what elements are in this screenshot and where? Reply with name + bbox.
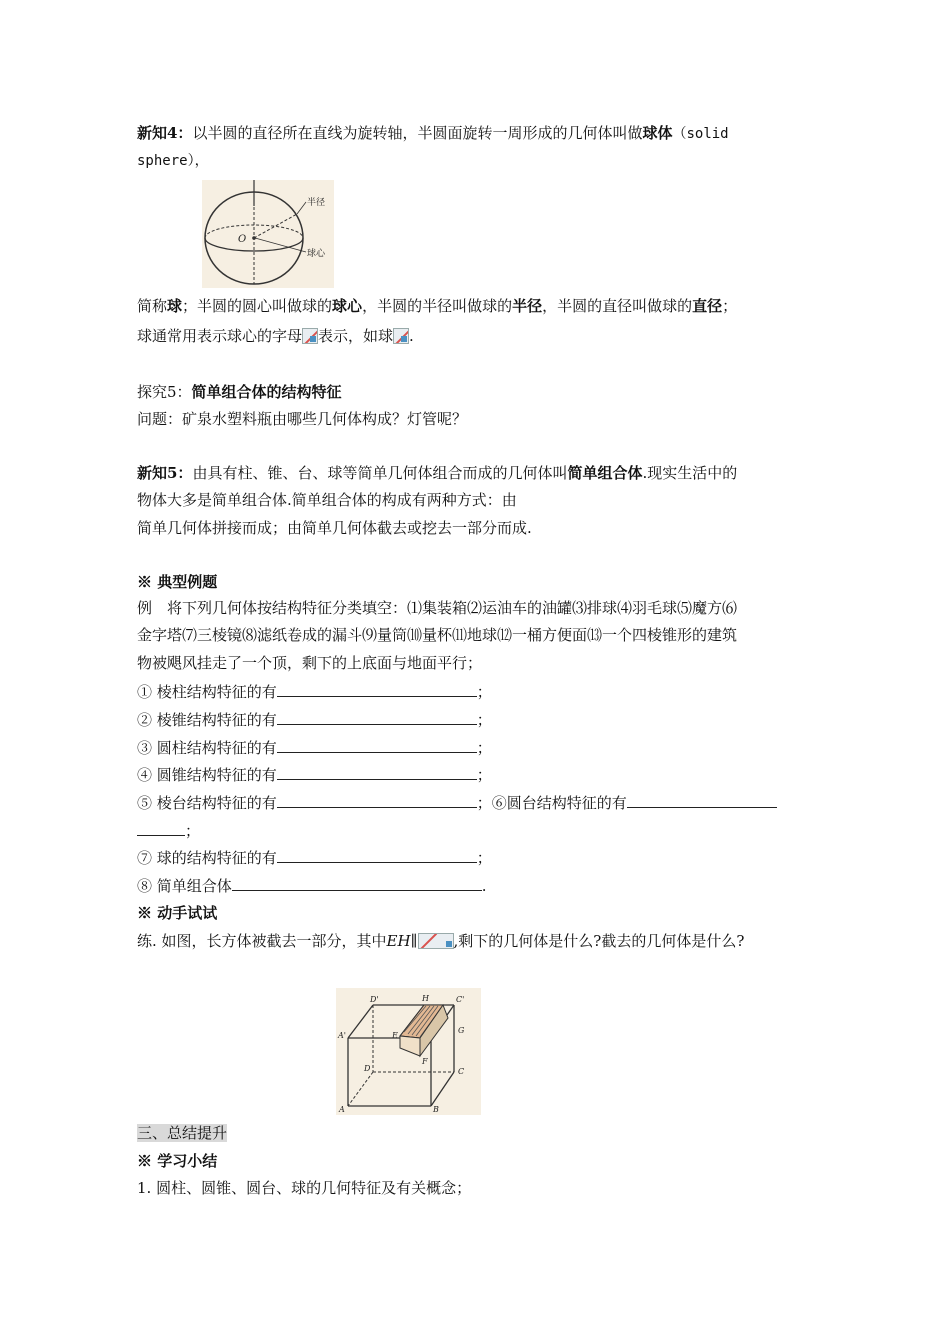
fill-item-end: ； (476, 766, 492, 784)
vertex-label: C' (456, 995, 465, 1004)
fill-item-label: ④ 圆锥结构特征的有 (137, 766, 277, 784)
term-diameter: 直径 (692, 297, 723, 315)
example-text-line1: 例 将下列几何体按结构特征分类填空：⑴集装箱⑵运油车的油罐⑶排球⑷羽毛球⑸魔方⑹ (137, 599, 738, 617)
def-text: ，半圆的直径叫做球的 (542, 297, 693, 315)
o-label: O (238, 234, 247, 245)
practice-question (137, 930, 744, 952)
new-knowledge-5-line1 (137, 462, 737, 484)
new-knowledge-4-line2 (137, 150, 209, 172)
vertex-label: A (339, 1105, 345, 1114)
fill-item-label: ⑥圆台结构特征的有 (491, 794, 627, 812)
summary-item-1: 1. 圆柱、圆锥、圆台、球的几何特征及有关概念； (137, 1179, 472, 1197)
vertex-label: A' (338, 1031, 346, 1040)
composite-term: 简单组合体 (567, 464, 643, 482)
center-label: 球心 (307, 249, 326, 259)
examples-heading: ※ 典型例题 (137, 573, 218, 591)
example-text-line3: 物被飓风挂走了一个顶，剩下的上底面与地面平行； (137, 654, 483, 672)
english-term-part1: （solid (672, 126, 729, 142)
practice-heading: ※ 动手试试 (137, 904, 218, 922)
explore-5-question: 问题：矿泉水塑料瓶由哪些几何体构成？灯管呢？ (137, 410, 468, 428)
new-knowledge-4-label: 新知4： (137, 124, 193, 142)
fill-item-label: ② 棱锥结构特征的有 (137, 711, 277, 729)
term-center: 球心 (332, 297, 363, 315)
fill-item-label: ③ 圆柱结构特征的有 (137, 739, 277, 757)
fill-item-label: ⑦ 球的结构特征的有 (137, 849, 277, 867)
fill-item-end: ； (476, 711, 492, 729)
sphere-figure (202, 180, 334, 288)
def-text: ；半圆的圆心叫做球的 (182, 297, 333, 315)
answer-blank[interactable] (627, 791, 777, 808)
explore-5-heading (137, 381, 342, 403)
fill-item-3 (137, 736, 492, 759)
def-text: ，半圆的半径叫做球的 (362, 297, 513, 315)
answer-blank[interactable] (232, 874, 482, 891)
fill-item-end: ； (185, 822, 201, 840)
def-text: 表示，如球 (318, 327, 394, 345)
fill-item-label: ⑤ 棱台结构特征的有 (137, 794, 277, 812)
answer-blank[interactable] (277, 846, 477, 863)
cut-cuboid-figure (336, 988, 481, 1115)
vertex-label: E (392, 1031, 398, 1040)
summary-heading: ※ 学习小结 (137, 1152, 218, 1170)
english-term-part2: sphere）， (137, 153, 209, 169)
def-text: . (409, 327, 414, 345)
answer-blank[interactable] (277, 791, 477, 808)
practice-math: EH∥ (386, 932, 418, 950)
answer-blank[interactable] (277, 763, 477, 780)
formula-image-icon (418, 933, 454, 949)
example-text-line2: 金字塔⑺三棱镜⑻滤纸卷成的漏斗⑼量筒⑽量杯⑾地球⑿一桶方便面⒀一个四棱锥形的建筑 (137, 626, 738, 644)
fill-item-end: ； (476, 739, 492, 757)
answer-blank[interactable] (277, 680, 477, 697)
new-knowledge-5-text: 由具有柱、锥、台、球等简单几何体组合而成的几何体叫 (192, 464, 568, 482)
vertex-label: D' (370, 995, 379, 1004)
fill-item-4 (137, 763, 492, 786)
vertex-label: C (458, 1067, 465, 1076)
def-text: 简称 (137, 297, 168, 315)
sphere-diagram (202, 180, 334, 288)
fill-item-end: ； (476, 849, 492, 867)
radius-label: 半径 (307, 198, 326, 208)
fill-item-5-6 (137, 791, 777, 814)
explore-5-title: 简单组合体的结构特征 (191, 383, 342, 401)
sphere-definition-line1 (137, 295, 737, 317)
fill-item-end: . (481, 877, 487, 895)
cuboid-diagram (336, 988, 481, 1115)
fill-item-7 (137, 846, 492, 869)
answer-blank[interactable] (277, 736, 477, 753)
summary-section (137, 1122, 227, 1144)
summary-section-title: 三、总结提升 (137, 1124, 228, 1142)
formula-image-icon (393, 328, 409, 344)
new-knowledge-5-line2: 物体大多是简单组合体.简单组合体的构成有两种方式：由 (137, 491, 517, 509)
fill-item-2 (137, 708, 492, 731)
vertex-label: G (458, 1026, 465, 1035)
def-text: 球通常用表示球心的字母 (137, 327, 303, 345)
new-knowledge-5-line3: 简单几何体拼接而成；由简单几何体截去或挖去一部分而成. (137, 519, 532, 537)
practice-text: ,剩下的几何体是什么?截去的几何体是什么? (453, 932, 745, 950)
new-knowledge-5-text: .现实生活中的 (642, 464, 738, 482)
answer-blank[interactable] (277, 708, 477, 725)
new-knowledge-4-text: 以半圆的直径所在直线为旋转轴，半圆面旋转一周形成的几何体叫做 (192, 124, 643, 142)
explore-5-label: 探究5： (137, 383, 192, 401)
sphere-term: 球体 (642, 124, 673, 142)
answer-blank[interactable] (137, 819, 185, 836)
practice-text: 练. 如图，长方体被截去一部分，其中 (137, 932, 387, 950)
fill-item-1 (137, 680, 492, 703)
vertex-label: H (422, 994, 429, 1003)
new-knowledge-4-line1 (137, 122, 729, 145)
vertex-label: D (364, 1064, 371, 1073)
term-ball: 球 (167, 297, 183, 315)
vertex-label: F (422, 1057, 428, 1066)
formula-image-icon (302, 328, 318, 344)
fill-item-end: ； (476, 683, 492, 701)
fill-item-label: ⑧ 简单组合体 (137, 877, 232, 895)
fill-item-6-continued (137, 819, 200, 842)
vertex-label: B (433, 1105, 439, 1114)
fill-item-8 (137, 874, 487, 897)
def-text: ； (722, 297, 738, 315)
term-radius: 半径 (512, 297, 543, 315)
sphere-definition-line2 (137, 325, 414, 347)
fill-item-end: ； (476, 794, 492, 812)
fill-item-label: ① 棱柱结构特征的有 (137, 683, 277, 701)
new-knowledge-5-label: 新知5： (137, 464, 193, 482)
